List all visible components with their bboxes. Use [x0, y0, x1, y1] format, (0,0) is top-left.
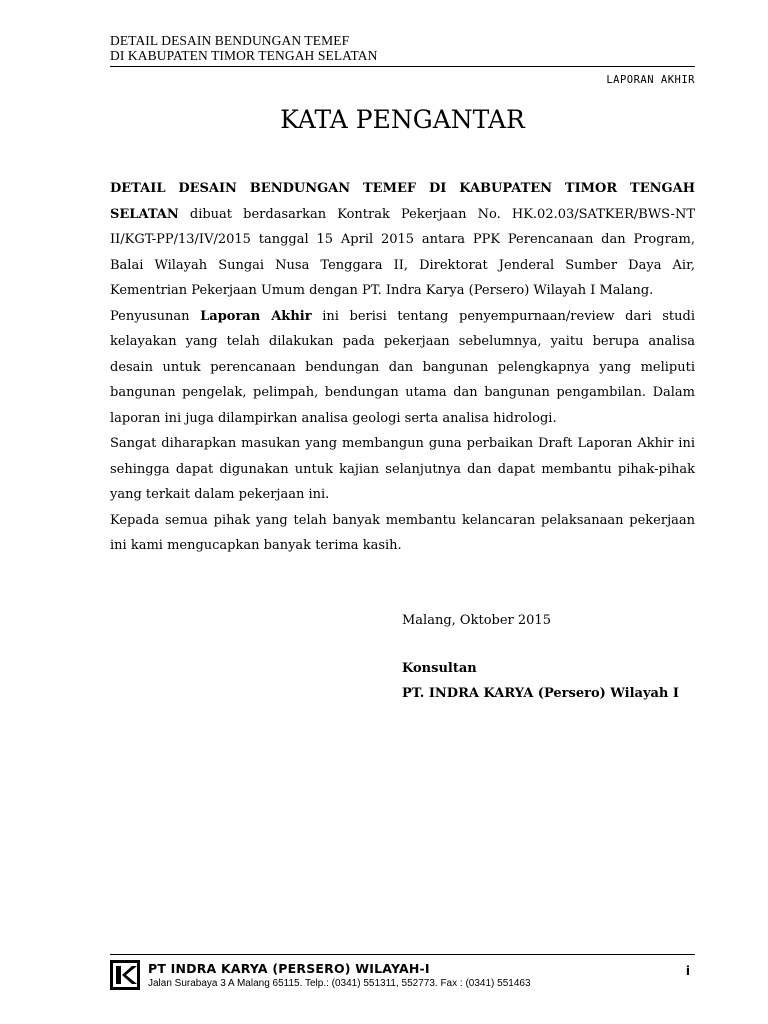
- header-divider: [110, 66, 695, 67]
- signature-block: [402, 608, 679, 706]
- paragraph-intro: [110, 176, 695, 304]
- document-body: [110, 176, 695, 559]
- footer-address: Jalan Surabaya 3 A Malang 65115. Telp.: (0341) 551311, 552773. Fax : (0341) 551463: [148, 978, 531, 989]
- paragraph-content-lead: Penyusunan: [110, 308, 201, 324]
- report-label: LAPORAN AKHIR: [606, 74, 695, 86]
- footer-company-name: PT INDRA KARYA (PERSERO) WILAYAH-I: [148, 961, 430, 976]
- paragraph-intro-text: dibuat berdasarkan Kontrak Pekerjaan No. HK.02.03/SATKER/BWS-NT II/KGT-PP/13/IV/2015 tanggal 15 April 2015 antara PPK Perencanaan dan Program, Balai Wilayah Sungai Nusa Tenggara II, Direktorat Jenderal Sumber Daya Air, Kementrian Pekerjaan Umum dengan PT. Indra Karya (Persero) Wilayah I Malang.: [110, 206, 695, 298]
- header-title-line1: DETAIL DESAIN BENDUNGAN TEMEF: [110, 33, 350, 48]
- company-logo-icon: [110, 960, 140, 990]
- paragraph-content-text: ini berisi tentang penyempurnaan/review dari studi kelayakan yang telah dilakukan pada pekerjaan sebelumnya, yaitu berupa analisa desain untuk perencanaan bendungan dan bangunan pelengkapnya yang meliputi bangunan pengelak, pelimpah, bendungan utama dan bangunan pengambilan. Dalam laporan ini juga dilampirkan analisa geologi serta analisa hidrologi.: [110, 308, 695, 426]
- footer-divider: [110, 954, 695, 955]
- paragraph-thanks: Kepada semua pihak yang telah banyak membantu kelancaran pelaksanaan pekerjaan ini kami mengucapkan banyak terima kasih.: [110, 512, 695, 553]
- project-name: DETAIL DESAIN BENDUNGAN TEMEF DI KABUPATEN TIMOR TENGAH SELATAN: [110, 181, 695, 222]
- document-header: [110, 33, 695, 63]
- page-number: i: [685, 964, 690, 978]
- paragraph-content: [110, 304, 695, 432]
- place-date: Malang, Oktober 2015: [402, 613, 551, 628]
- signer-role: Konsultan: [402, 661, 477, 676]
- signer-company: PT. INDRA KARYA (Persero) Wilayah I: [402, 686, 679, 701]
- paragraph-request: Sangat diharapkan masukan yang membangun guna perbaikan Draft Laporan Akhir ini sehingga dapat digunakan untuk kajian selanjutnya dan dapat membantu pihak-pihak yang terkait dalam pekerjaan ini.: [110, 436, 695, 502]
- header-title-line2: DI KABUPATEN TIMOR TENGAH SELATAN: [110, 48, 378, 63]
- report-name: Laporan Akhir: [200, 308, 312, 324]
- page-title: KATA PENGANTAR: [280, 105, 525, 134]
